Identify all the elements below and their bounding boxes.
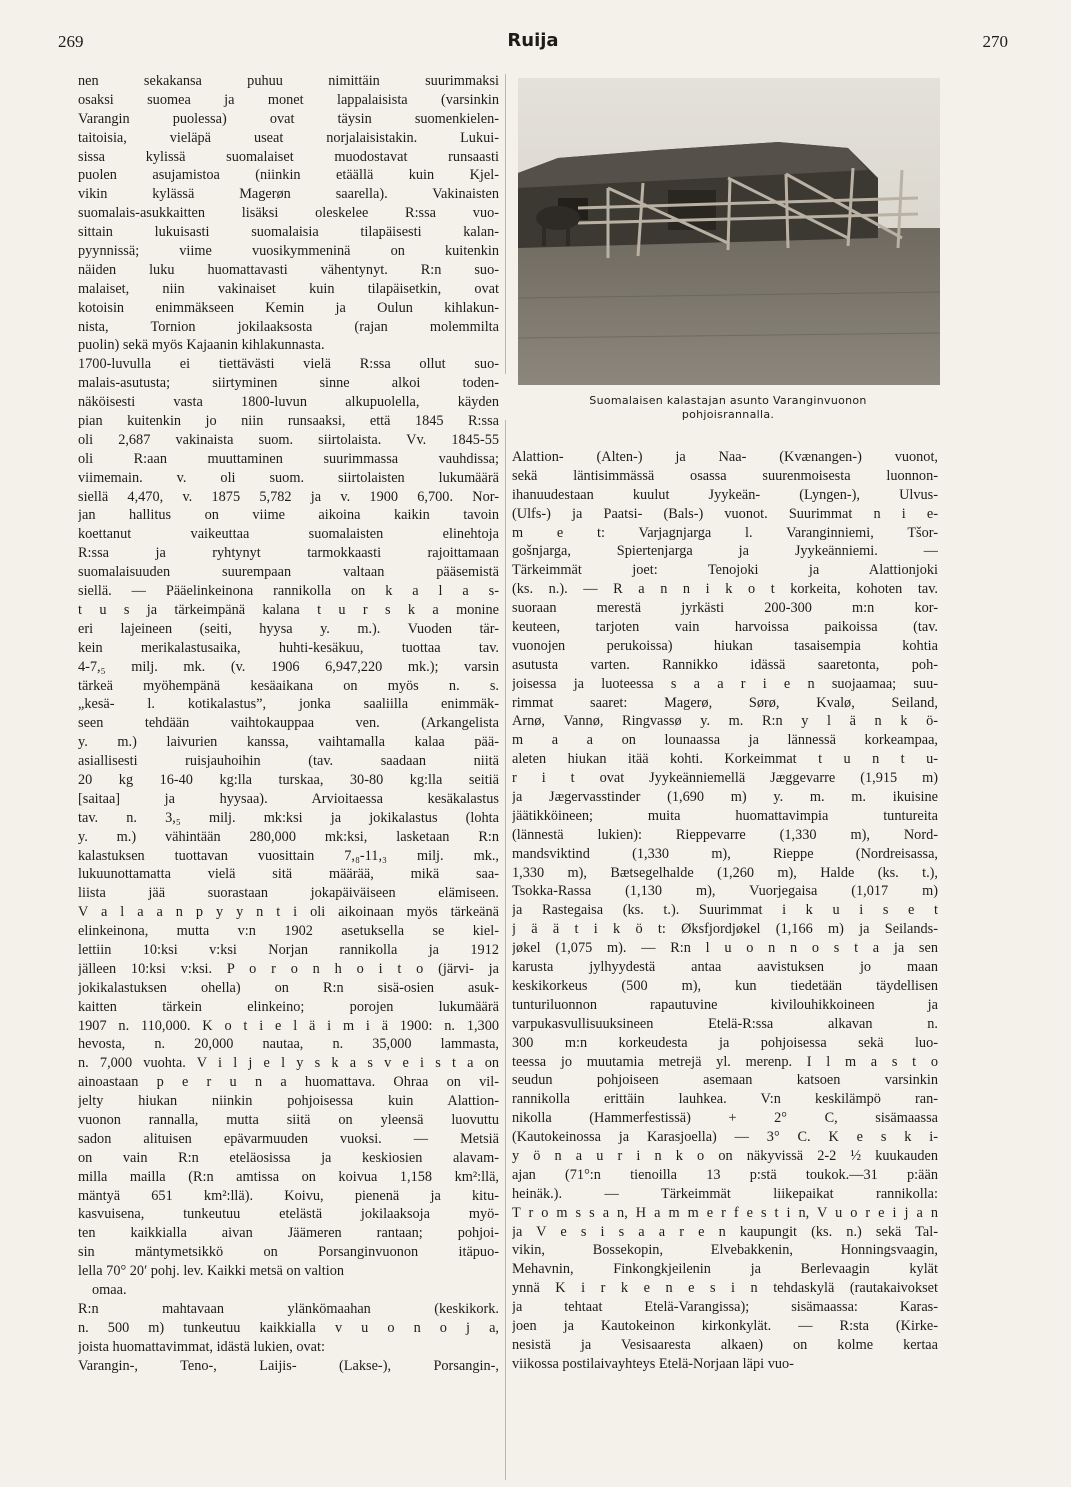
text-line: pian kuitenkin jo niin runsaaksi, että 1845 R:ssa [78, 413, 499, 430]
text-line: Mehavnin, Finkongkjeilenin ja Berlevaagin kylät [512, 1261, 938, 1278]
text-line: nen sekakansa puhuu nimittäin suurimmaksi [78, 73, 499, 89]
text-line: n. 7,000 vuohta. V i l j e l y s k a s v e i s t a on [78, 1055, 499, 1072]
text-line: keuteen, tarjoten vain harvoissa paikoissa (tav. [512, 619, 938, 636]
text-line: asiallisesti ruisjauhoihin (tav. saadaan niitä [78, 753, 499, 770]
text-line: eri lajeineen (seiti, hyysa y. m.). Vuoden tär- [78, 620, 499, 637]
text-line: karusta jylhyydestä antaa aavistuksen jo maan [512, 959, 938, 976]
text-line: elinkeinona, mutta v:n 1902 asetuksella se kiel- [78, 923, 499, 940]
text-line: y. m.) vähintään 280,000 mk:ksi, lasketaan R:n [78, 828, 499, 845]
text-line: koettanut vaikeuttaa suomalaisten elinehtoja [78, 526, 499, 543]
text-line: m a a on lounaassa ja lännessä korkeampaa, [512, 732, 938, 749]
text-line: suomalaisuuden suurempaan valtaan pääsemistä [78, 564, 499, 581]
text-line: ainoastaan p e r u n a huomattava. Ohraa on vil- [78, 1074, 499, 1091]
text-line: keskikorkeus (500 m), kun tiedetään täydellisen [512, 977, 938, 994]
text-line: nista, Tornion jokilaaksosta (rajan molemmilta [78, 318, 499, 335]
text-line: sadon alituisen epävarmuuden vuoksi. — Metsiä [78, 1130, 499, 1147]
text-line: ajan (71°:n tienoilla 13 p:stä toukok.—31 p:ään [512, 1166, 938, 1183]
text-line: oli R:aan muuttaminen suurimmassa vauhdissa; [78, 450, 499, 467]
text-line: suoraan merestä jyrkästi 200-300 m:n kor- [512, 600, 938, 617]
text-line: vikin kylässä Magerøn saarella). Vakinaisten [78, 186, 499, 203]
text-line: tav. n. 3,₅ milj. mk:ksi ja jokikalastus (lohta [78, 809, 499, 826]
column-rule-top [505, 74, 506, 374]
text-line: y. m.) laivurien kanssa, vaihtamalla kalaa pää- [78, 734, 499, 751]
caption-line-1: Suomalaisen kalastajan asunto Varanginvuonon [589, 394, 867, 407]
text-line: sekä läntisimmässä osassa suurenmoisesta luonnon- [512, 467, 938, 484]
text-line: viimemain. v. oli suom. siirtolaisten lukumäärä [78, 469, 499, 486]
text-line: nesistä ja Vesisaaresta alkaen) on kolme kertaa [512, 1336, 938, 1353]
text-line: malais-asutusta; siirtyminen sinne alkoi toden- [78, 375, 499, 392]
text-line: näköisesti vasta 1800-luvun alkupuolella, käyden [78, 394, 499, 411]
page-number-left: 269 [58, 32, 84, 51]
text-line: viikossa postilaivayhteys Etelä-Norjaan läpi vuo- [512, 1355, 794, 1372]
text-line: näiden luku huomattavasti vähentynyt. R:n suo- [78, 261, 499, 278]
text-line: lukuunottamatta vielä sitä määrää, mikä saa- [78, 866, 499, 883]
text-line: seen tehdään vaihtokauppaa ven. (Arkangelista [78, 715, 499, 732]
text-line: Varangin puolessa) ovat täysin suomenkielen- [78, 110, 499, 127]
text-line: T r o m s s a n, H a m m e r f e s t i n, V u o r e i j a n [512, 1204, 938, 1221]
photo-caption [512, 394, 944, 422]
text-line: taitoisia, vieläpä useat norjalaisistakin. Lukui- [78, 129, 499, 146]
text-line: jäätikköineen; muita huomattavimpia tuntureita [512, 807, 938, 824]
text-line: (Ulfs-) ja Paatsi- (Bals-) vuonot. Suurimmat n i e- [512, 505, 938, 522]
text-line: tunturiluonnon rapautuvine kivilouhikkoineen ja [512, 996, 938, 1013]
text-line: jälleen 10:ksi v:ksi. P o r o n h o i t o (järvi- ja [78, 960, 499, 977]
text-line: ten kaikkialla aivan Jäämeren rantaan; pohjoi- [78, 1225, 499, 1242]
text-line: ihanuudestaan kuulut Jyykeän- (Lyngen-), Ulvus- [512, 486, 938, 503]
running-title: Ruija [507, 30, 559, 51]
text-line: 4-7,₅ milj. mk. (v. 1906 6,947,220 mk.); varsin [78, 658, 499, 675]
text-line: aleten hiukan itää kohti. Korkeimmat t u n t u- [512, 751, 938, 768]
text-line: mandsviktind (1,330 m), Rieppe (Nordreisassa, [512, 845, 938, 862]
text-line: rimmat saaret: Magerø, Sørø, Kvalø, Seiland, [512, 694, 938, 711]
text-line: ja Jægervasstinder (1,690 m) y. m. m. ikuisine [512, 789, 938, 806]
text-line: sittain lukuisasti suomalaisia tilapäisesti kalan- [78, 224, 499, 241]
text-line: puolen asujamistoa (niinkin etäällä kuin Kjel- [78, 167, 499, 184]
caption-line-2: pohjoisrannalla. [681, 408, 775, 421]
text-line: jan hallitus on viime aikoina kaikin tavoin [78, 507, 499, 524]
text-line: vuonojen perukoissa) hiukan tasaisempia kohtia [512, 637, 938, 654]
text-line: seudun pohjoiseen asemaan katsoen varsinkin [512, 1072, 938, 1089]
fisherman-dwelling-photo [518, 78, 940, 385]
text-line: joista huomattavimmat, idästä lukien, ovat: [78, 1338, 325, 1355]
text-line: puolin) sekä myös Kajaanin kihlakunnasta. [78, 337, 325, 354]
text-line: 20 kg 16-40 kg:lla turskaa, 30-80 kg:lla seitiä [78, 771, 499, 788]
text-line: Tärkeimmät joet: Tenojoki ja Alattionjoki [512, 562, 938, 579]
text-line: n. 500 m) tunkeutuu kaikkialla v u o n o j a, [78, 1319, 499, 1336]
right-text-column [512, 448, 938, 1374]
text-line: hevosta, n. 20,000 nautaa, n. 35,000 lammasta, [78, 1036, 499, 1053]
text-line: ynnä K i r k e n e s i n tehdaskylä (rautakaivokset [512, 1280, 938, 1297]
text-line: gošnjarga, Spiertenjarga ja Jyykeänniemi. — [512, 543, 938, 560]
text-line: (lännestä lukien): Rieppevarre (1,330 m), Nord- [512, 826, 938, 843]
text-line: (ks. n.). — R a n n i k o t korkeita, kohoten tav. [512, 581, 938, 598]
text-line: joisessa ja luoteessa s a a r i e n suojaamaa; suu- [512, 675, 938, 692]
text-line: oli 2,687 vakinaista suom. siirtolaista. Vv. 1845-55 [78, 431, 499, 448]
column-rule-bottom [505, 420, 506, 1480]
text-line: on vain R:n eteläosissa ja keskiosien alavam- [78, 1149, 499, 1166]
text-line: asutusta varten. Rannikko idässä saaretonta, poh- [512, 656, 938, 673]
text-line: ja V e s i s a a r e n kaupungit (ks. n.) sekä Tal- [512, 1223, 938, 1240]
text-line: kaitten tärkein elinkeino; porojen lukumäärä [78, 998, 499, 1015]
text-line: Arnø, Vannø, Ringvassø y. m. R:n y l ä n k ö- [512, 713, 938, 730]
text-line: (Kautokeinossa ja Karasjoella) — 3° C. K e s k i- [512, 1129, 938, 1146]
left-text-column [78, 72, 499, 1375]
text-line: sin mäntymetsikkö on Porsanginvuonon itäpuo- [78, 1244, 499, 1261]
text-line: suomalais-asukkaitten lisäksi oleskelee R:ssa vuo- [78, 205, 499, 222]
text-line: rannikolla erittäin lauhkea. V:n keskilämpö ran- [512, 1091, 938, 1108]
text-line: ja tehtaat Etelä-Varangissa); sisämaassa: Karas- [512, 1299, 938, 1316]
text-line: mäntyä 651 km²:llä). Koivu, pienenä ja kitu- [78, 1187, 499, 1204]
text-line: kotoisin enimmäkseen Kemin ja Oulun kihlakun- [78, 299, 499, 316]
text-line: sissa kylissä suomalaiset muodostavat runsaasti [78, 148, 499, 165]
text-line: 1907 n. 110,000. K o t i e l ä i m i ä 1900: n. 1,300 [78, 1017, 499, 1034]
text-line: liista jää suorastaan jokapäiväiseen elämiseen. [78, 885, 499, 902]
text-line: vuonon rannalla, mutta siitä on yleensä luovuttu [78, 1111, 499, 1128]
text-line: Alattion- (Alten-) ja Naa- (Kvænangen-) vuonot, [512, 449, 938, 465]
text-line: vikin, Bossekopin, Elvebakkenin, Honningsvaagin, [512, 1242, 938, 1259]
text-line: lettiin 10:ksi v:ksi Norjan rannikolla ja 1912 [78, 941, 499, 958]
text-line: teessa jo muutamia metrejä yl. merenp. I l m a s t o [512, 1053, 938, 1070]
page-header [58, 30, 1008, 60]
text-line: pyynnissä; viime vuosikymmeninä on kuitenkin [78, 243, 499, 260]
text-line: ja Rastegaisa (ks. t.). Suurimmat i k u i s e t [512, 902, 938, 919]
text-line: heinäk.). — Tärkeimmät liikepaikat rannikolla: [512, 1185, 938, 1202]
text-line: r i t ovat Jyykeänniemellä Jæggevarre (1,915 m) [512, 770, 938, 787]
text-line: jøkel (1,075 m). — R:n l u o n n o s t a ja sen [512, 940, 938, 957]
text-line: V a l a a n p y y n t i oli aikoinaan myös tärkeänä [78, 904, 499, 921]
text-line: Tsokka-Rassa (1,130 m), Vuorjegaisa (1,017 m) [512, 883, 938, 900]
photo-image [518, 78, 940, 385]
text-line: 1700-luvulla ei tiettävästi vielä R:ssa ollut suo- [78, 356, 499, 373]
text-line: jokikalastuksen ohella) on R:n sisä-osien asuk- [78, 979, 499, 996]
text-line: jelty hiukan niinkin pohjoisessa kuin Alattion- [78, 1093, 499, 1110]
text-line: j ä ä t i k ö t: Øksfjordjøkel (1,166 m) ja Seilands- [512, 921, 938, 938]
text-line: kalastuksen tuottavan vuosittain 7,₈-11,₃ milj. mk., [78, 847, 499, 864]
text-line: „kesä- l. kotikalastus”, jonka saaliilla enimmäk- [78, 696, 499, 713]
text-line: [saitaa] ja hyysaa). Arvioitaessa kesäkalastus [78, 790, 499, 807]
page-number-right: 270 [982, 32, 1008, 51]
text-line: tärkeä myöhempänä kesäaikana on myös n. s. [78, 677, 499, 694]
text-line: kein merikalastusaika, huhti-kesäkuu, tuottaa tav. [78, 639, 499, 656]
text-line: joen ja Kautokeinon kirkonkylät. — R:sta (Kirke- [512, 1317, 938, 1334]
text-line: siellä. — Pääelinkeinona rannikolla on k a l a s- [78, 583, 499, 600]
text-line: y ö n a u r i n k o on näkyvissä 2-2 ½ kuukauden [512, 1147, 938, 1164]
text-line: Varangin-, Teno-, Laijis- (Lakse-), Porsangin-, [78, 1357, 499, 1374]
text-line: nikolla (Hammerfestissä) + 2° C, sisämaassa [512, 1110, 938, 1127]
text-line: milla mailla (R:n amtissa on koivua 1,158 km²:llä, [78, 1168, 499, 1185]
text-line: m e t: Varjagnjarga l. Varanginniemi, Tšor- [512, 524, 938, 541]
text-line: varpukasvullisuuksineen Etelä-R:ssa alkavan n. [512, 1015, 938, 1032]
text-line: t u s ja tärkeimpänä kalana t u r s k a monine [78, 601, 499, 618]
text-line: malaiset, niin vakinaiset kuin tilapäisetkin, ovat [78, 280, 499, 297]
text-line: siellä 4,470, v. 1875 5,782 ja v. 1900 6,700. Nor- [78, 488, 499, 505]
text-line: R:n mahtavaan ylänkömaahan (keskikork. [78, 1300, 499, 1317]
text-line: 1,330 m), Bætsegelhalde (1,260 m), Halde (ks. t.), [512, 864, 938, 881]
text-line: 300 m:n korkeudesta ja pohjoisessa sekä luo- [512, 1034, 938, 1051]
text-line: lella 70° 20′ pohj. lev. Kaikki metsä on valtion [78, 1263, 345, 1280]
text-line: R:ssa ja ryhtynyt tarmokkaasti rajoittamaan [78, 545, 499, 562]
text-line: omaa. [92, 1282, 127, 1298]
text-line: osaksi suomea ja monet lappalaisista (varsinkin [78, 91, 499, 108]
text-line: kasvuisena, tunkeutuu etelästä jokilaaksoja myö- [78, 1206, 499, 1223]
